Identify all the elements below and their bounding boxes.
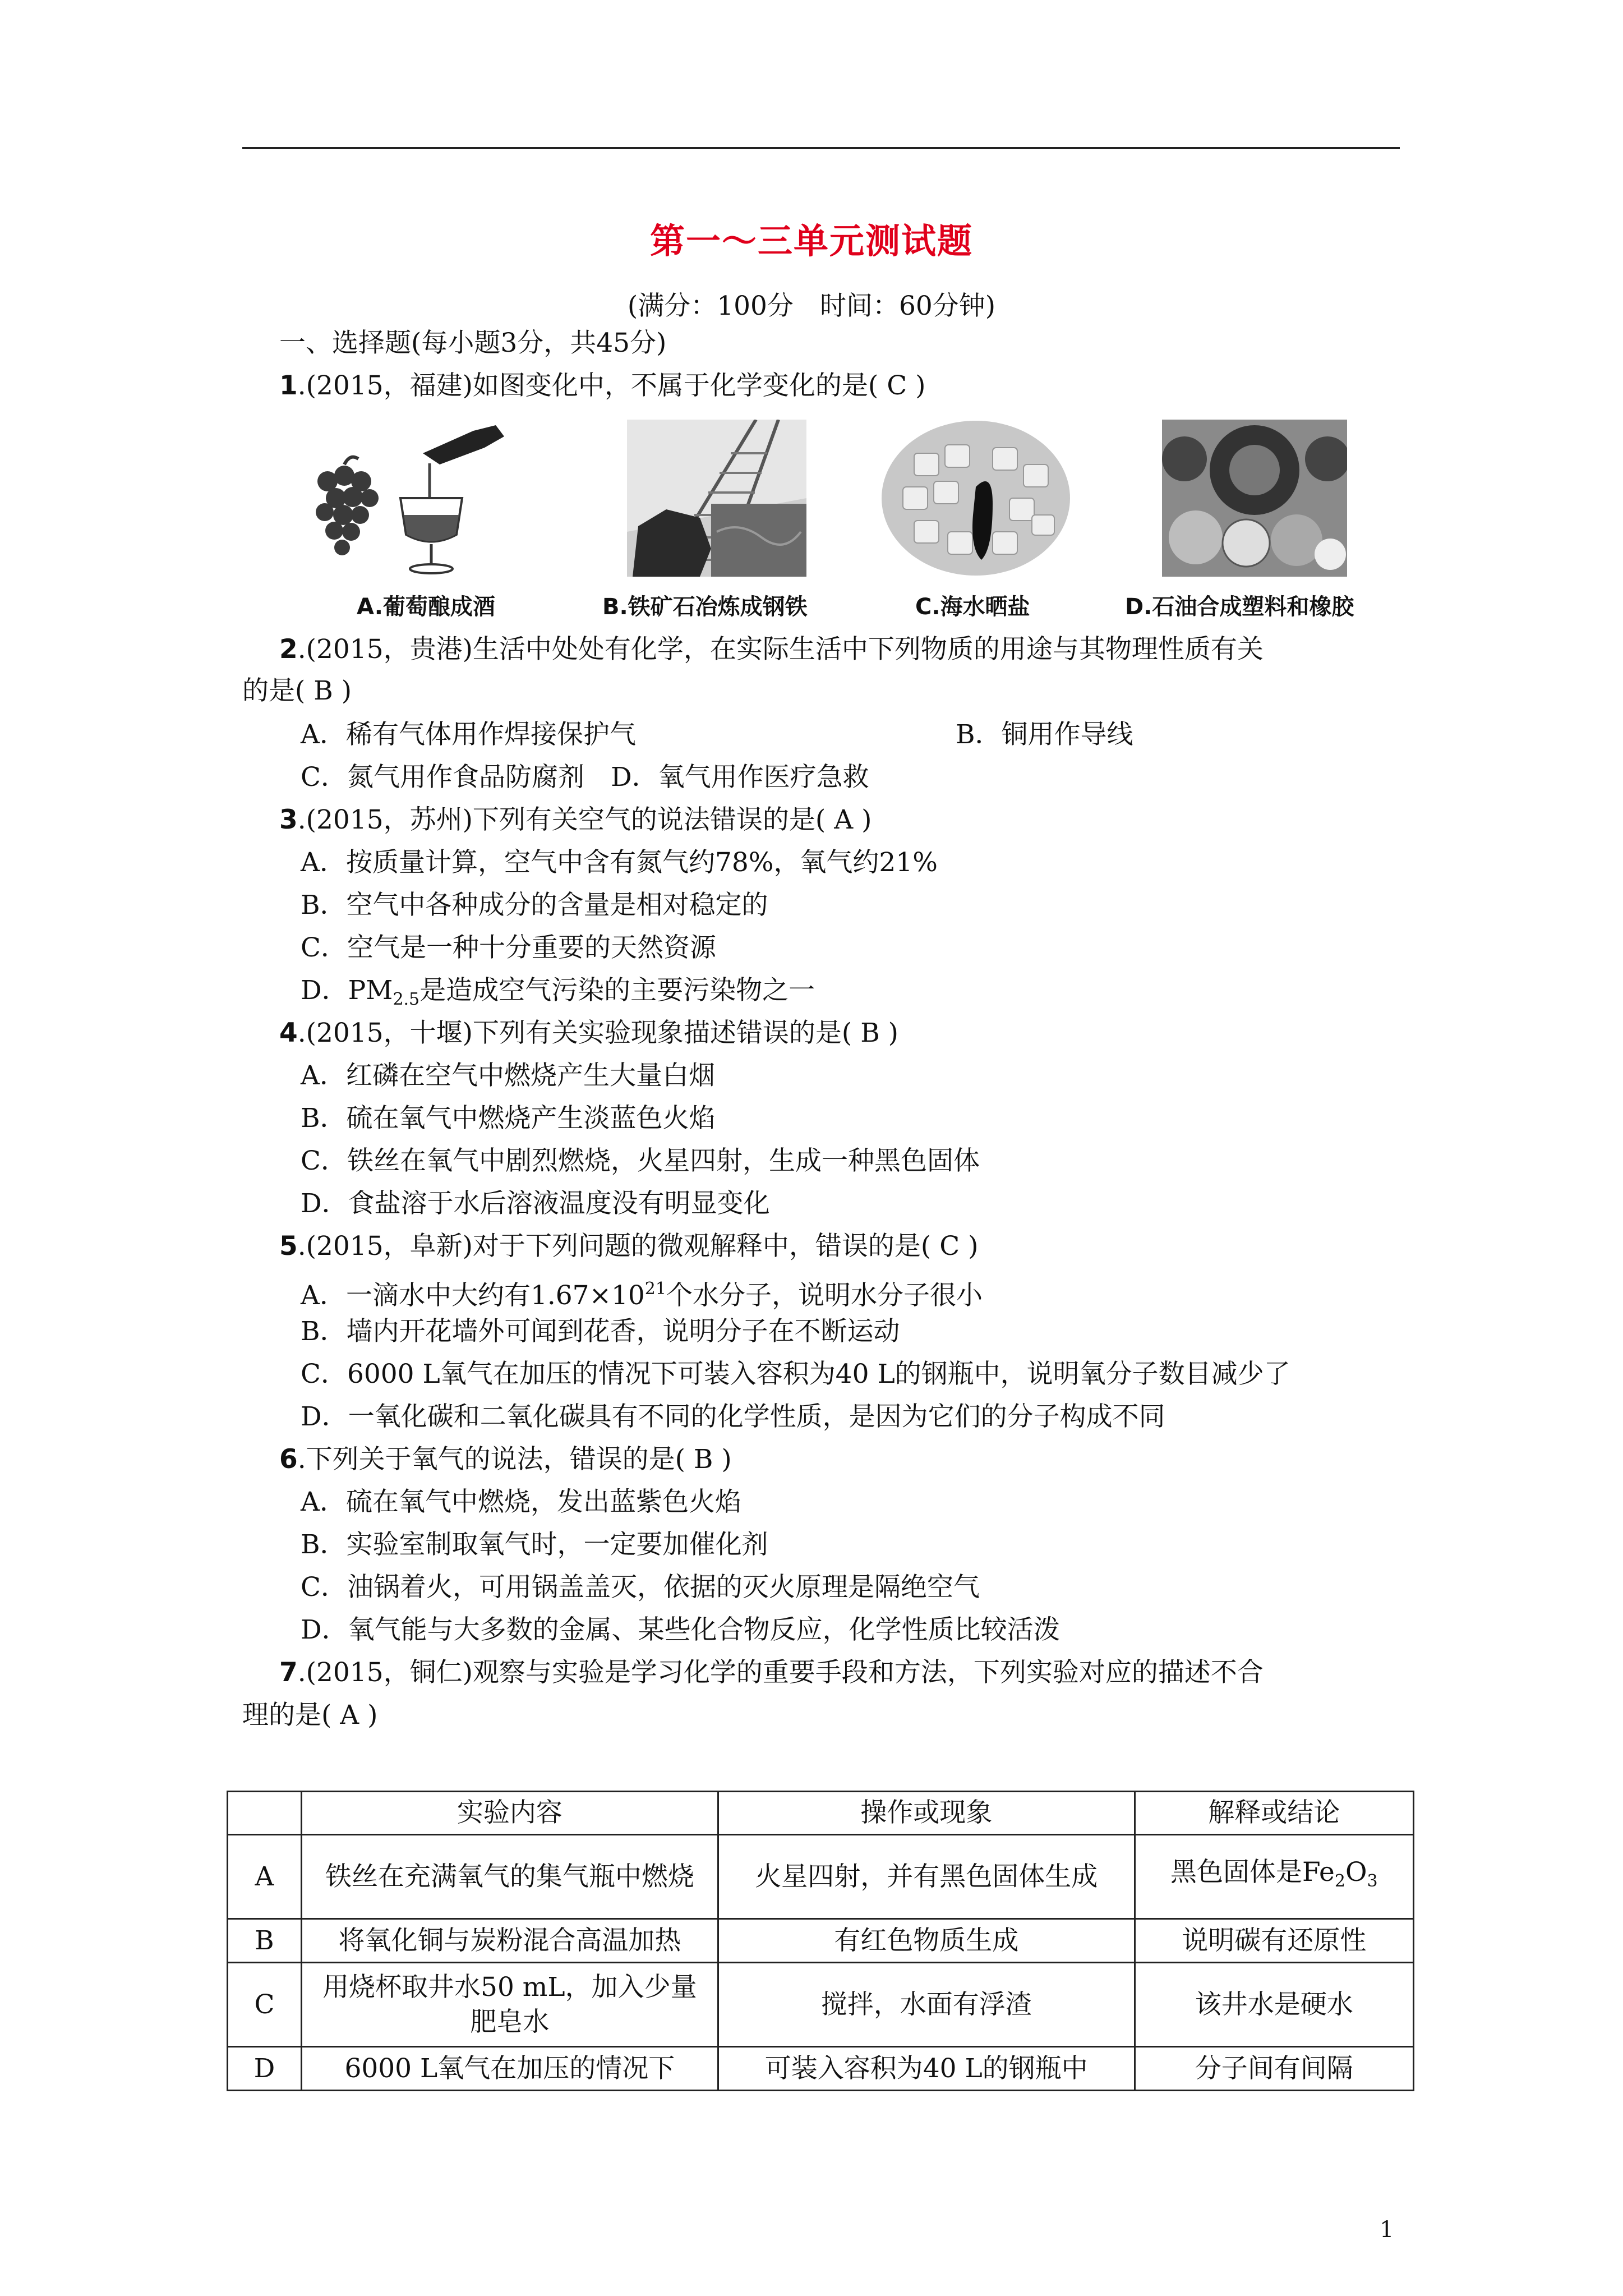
option-d-pre: D．PM — [301, 975, 393, 1006]
row-content: 铁丝在充满氧气的集气瓶中燃烧 — [301, 1835, 718, 1919]
grape-wine-image — [305, 420, 513, 577]
question-2 — [279, 633, 1264, 666]
row-content: 用烧杯取井水50 mL，加入少量肥皂水 — [301, 1963, 718, 2047]
conclusion-pre: 黑色固体是Fe — [1170, 1856, 1335, 1888]
question-4 — [279, 1016, 898, 1050]
table-header: 解释或结论 — [1135, 1792, 1413, 1835]
experiment-table — [227, 1791, 1414, 2091]
option-a-post: 个水分子，说明水分子很小 — [666, 1280, 983, 1311]
caption-b: B.铁矿石冶炼成钢铁 — [602, 594, 808, 620]
option-d: D．一氧化碳和二氧化碳具有不同的化学性质，是因为它们的分子构成不同 — [301, 1401, 1165, 1432]
question-7-cont: 理的是( A ) — [242, 1700, 378, 1731]
row-phenomenon: 有红色物质生成 — [718, 1919, 1135, 1963]
question-text: .(2015，铜仁)观察与实验是学习化学的重要手段和方法，下列实验对应的描述不合 — [297, 1657, 1264, 1688]
question-text: .(2015，阜新)对于下列问题的微观解释中，错误的是( C ) — [297, 1231, 979, 1262]
caption-c: C.海水晒盐 — [915, 594, 1030, 620]
table-header-row — [228, 1792, 1414, 1835]
question-number: 3 — [279, 804, 298, 835]
option-c: C．铁丝在氧气中剧烈燃烧，火星四射，生成一种黑色固体 — [301, 1145, 980, 1176]
option-a: A．硫在氧气中燃烧，发出蓝紫色火焰 — [301, 1487, 741, 1517]
question-number: 6 — [279, 1444, 298, 1475]
page-number: 1 — [1380, 2217, 1394, 2243]
question-text: .下列关于氧气的说法，错误的是( B ) — [297, 1444, 732, 1475]
table-header — [228, 1792, 302, 1835]
question-number: 1 — [279, 370, 298, 401]
option-c: C．油锅着火，可用锅盖盖灭，依据的灭火原理是隔绝空气 — [301, 1572, 980, 1603]
option-d — [301, 974, 815, 1016]
option-a — [301, 1272, 983, 1313]
option-d: D．食盐溶于水后溶液温度没有明显变化 — [301, 1188, 770, 1219]
table-row — [228, 1963, 1414, 2047]
page-title: 第一～三单元测试题 — [649, 220, 973, 261]
question-text: .(2015，贵港)生活中处处有化学，在实际生活中下列物质的用途与其物理性质有关 — [297, 634, 1264, 665]
table-row — [228, 2047, 1414, 2091]
table-row — [228, 1835, 1414, 1919]
question-1 — [279, 369, 925, 403]
row-phenomenon: 搅拌，水面有浮渣 — [718, 1963, 1135, 2047]
option-b: B．实验室制取氧气时，一定要加催化剂 — [301, 1529, 768, 1560]
option-d-sub: 2.5 — [393, 990, 420, 1009]
option-d-post: 是造成空气污染的主要污染物之一 — [419, 975, 815, 1006]
question-text: .(2015，苏州)下列有关空气的说法错误的是( A ) — [297, 804, 872, 835]
option-c: C．6000 L氧气在加压的情况下可装入容积为40 L的钢瓶中，说明氧分子数目减少了 — [301, 1359, 1290, 1389]
exam-meta: (满分：100分 时间：60分钟) — [627, 291, 996, 321]
question-2-cont: 的是( B ) — [242, 675, 352, 706]
option-b: B．铜用作导线 — [956, 719, 1133, 750]
question-number: 2 — [279, 634, 298, 665]
row-conclusion: 该井水是硬水 — [1135, 1963, 1413, 2047]
question-number: 5 — [279, 1231, 298, 1262]
option-a-pre: A．一滴水中大约有1.67×10 — [301, 1280, 645, 1311]
question-number: 4 — [279, 1018, 298, 1048]
conclusion-mid: O — [1345, 1856, 1367, 1888]
caption-d: D.石油合成塑料和橡胶 — [1125, 594, 1354, 620]
row-label: A — [228, 1835, 302, 1919]
conclusion-sub: 3 — [1367, 1871, 1378, 1891]
caption-a: A.葡萄酿成酒 — [357, 594, 495, 620]
question-text: .(2015，十堰)下列有关实验现象描述错误的是( B ) — [297, 1018, 899, 1048]
option-b: B．空气中各种成分的含量是相对稳定的 — [301, 890, 768, 921]
row-content: 6000 L氧气在加压的情况下 — [301, 2047, 718, 2091]
question-5 — [279, 1230, 978, 1263]
row-content: 将氧化铜与炭粉混合高温加热 — [301, 1919, 718, 1963]
option-c-d: C．氮气用作食品防腐剂 D．氧气用作医疗急救 — [301, 762, 869, 793]
option-a-sup: 21 — [644, 1279, 666, 1299]
question-6 — [279, 1443, 732, 1476]
option-a: A．稀有气体用作焊接保护气 — [301, 719, 636, 750]
option-a: A．按质量计算，空气中含有氮气约78%，氧气约21% — [301, 847, 938, 878]
iron-ore-rail-image — [627, 420, 806, 577]
option-d: D．氧气能与大多数的金属、某些化合物反应，化学性质比较活泼 — [301, 1614, 1060, 1645]
question-text: .(2015，福建)如图变化中，不属于化学变化的是( C ) — [297, 370, 926, 401]
option-c: C．空气是一种十分重要的天然资源 — [301, 932, 716, 963]
table-header: 操作或现象 — [718, 1792, 1135, 1835]
row-conclusion: 分子间有间隔 — [1135, 2047, 1413, 2091]
option-b: B．墙内开花墙外可闻到花香，说明分子在不断运动 — [301, 1316, 900, 1347]
row-phenomenon: 火星四射，并有黑色固体生成 — [718, 1835, 1135, 1919]
option-b: B．硫在氧气中燃烧产生淡蓝色火焰 — [301, 1103, 716, 1134]
table-row — [228, 1919, 1414, 1963]
table-header: 实验内容 — [301, 1792, 718, 1835]
row-conclusion: 说明碳有还原性 — [1135, 1919, 1413, 1963]
section-heading: 一、选择题(每小题3分，共45分) — [279, 328, 667, 358]
row-label: D — [228, 2047, 302, 2091]
plastic-rubber-image — [1162, 420, 1347, 577]
question-7 — [279, 1656, 1264, 1690]
sea-salt-image — [880, 420, 1071, 577]
row-conclusion — [1135, 1835, 1413, 1919]
row-label: B — [228, 1919, 302, 1963]
option-a: A．红磷在空气中燃烧产生大量白烟 — [301, 1060, 715, 1091]
header-rule — [242, 147, 1400, 149]
row-phenomenon: 可装入容积为40 L的钢瓶中 — [718, 2047, 1135, 2091]
question-3 — [279, 803, 872, 837]
row-label: C — [228, 1963, 302, 2047]
question-number: 7 — [279, 1657, 298, 1688]
conclusion-sub: 2 — [1334, 1871, 1345, 1891]
